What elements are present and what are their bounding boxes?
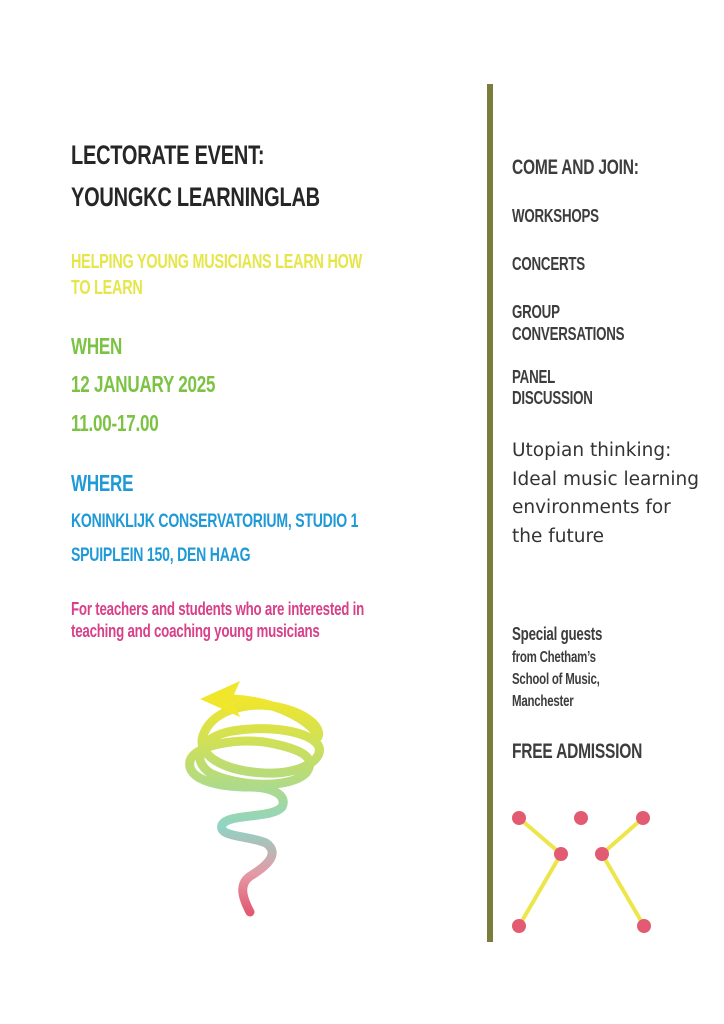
join-item-panel-line1: PANEL — [512, 367, 556, 387]
where-label: WHERE — [71, 470, 134, 496]
network-node — [637, 919, 651, 933]
audience-line1: For teachers and students who are interested in — [71, 599, 365, 619]
spiral-arrow-graphic — [180, 675, 340, 920]
tagline-line2: TO LEARN — [71, 277, 143, 299]
free-admission-label: FREE ADMISSION — [512, 740, 643, 763]
join-item-concerts: CONCERTS — [512, 254, 585, 274]
audience-line2: teaching and coaching young musicians — [71, 621, 320, 641]
guests-line4: Manchester — [512, 693, 574, 710]
guests-line2: from Chetham’s — [512, 649, 596, 666]
network-node — [636, 811, 650, 825]
network-node — [512, 811, 526, 825]
guests-line3: School of Music, — [512, 671, 600, 688]
join-item-panel-line2: DISCUSSION — [512, 388, 593, 408]
network-node — [554, 847, 568, 861]
tagline-line1: HELPING YOUNG MUSICIANS LEARN HOW — [71, 251, 363, 273]
event-title-line1: LECTORATE EVENT: — [71, 140, 265, 170]
join-item-group-line2: CONVERSATIONS — [512, 324, 625, 344]
network-node — [574, 811, 588, 825]
when-label: WHEN — [71, 333, 123, 359]
join-item-workshops: WORKSHOPS — [512, 206, 599, 226]
node-network-graphic — [505, 805, 665, 940]
event-address: SPUIPLEIN 150, DEN HAAG — [71, 545, 251, 566]
network-node — [512, 919, 526, 933]
event-date: 12 JANUARY 2025 — [71, 371, 216, 397]
network-node — [595, 847, 609, 861]
event-time: 11.00-17.00 — [71, 410, 159, 436]
come-and-join-heading: COME AND JOIN: — [512, 156, 639, 179]
utopian-theme-text: Utopian thinking: Ideal music learning environments for the future — [512, 440, 699, 547]
guests-line1: Special guests — [512, 624, 603, 644]
event-venue: KONINKLIJK CONSERVATORIUM, STUDIO 1 — [71, 511, 359, 532]
join-item-group-line1: GROUP — [512, 302, 560, 322]
vertical-divider — [487, 84, 493, 942]
event-title-line2: YOUNGKC LEARNINGLAB — [71, 182, 320, 212]
